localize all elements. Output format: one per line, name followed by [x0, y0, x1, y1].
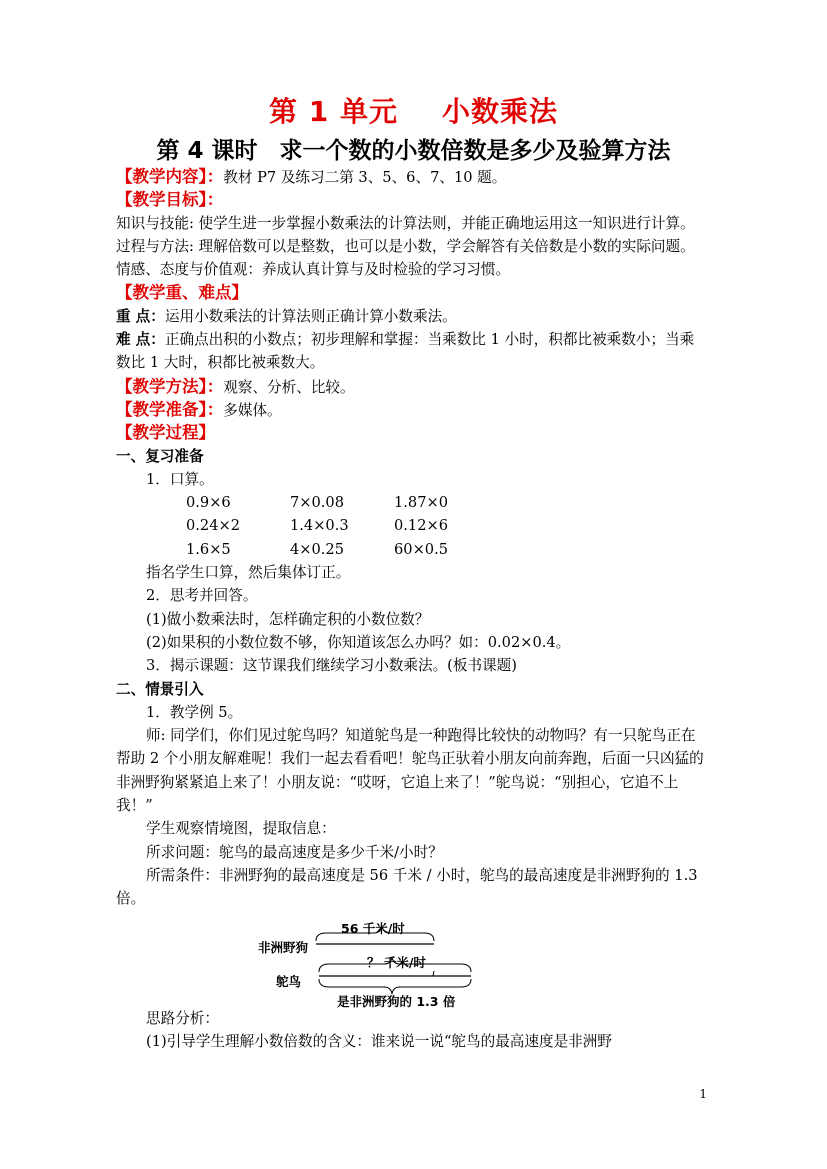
teaching-goals-heading: 【教学目标】： — [116, 190, 224, 210]
unit-title — [0, 90, 827, 130]
relation-label: 是非洲野狗的 1.3 倍 — [337, 993, 456, 1009]
part1-note: 指名学生口算，然后集体订正。 — [146, 564, 351, 582]
part1-item2: 2．思考并回答。 — [146, 587, 258, 605]
story-text: 师: 同学们，你们见过鸵鸟吗？知道鸵鸟是一种跑得比较快的动物吗？有一只鸵鸟正在帮助 2 个小朋友解难呢！我们一起去看看吧！鸵鸟正驮着小朋友向前奔跑，后面一只凶猛的非洲野狗紧紧追上来了！小朋友说：“哎呀，它追上来了！”鸵鸟说：“别担心，它追不上我！” — [116, 727, 704, 815]
goal-process: 过程与方法: 理解倍数可以是整数，也可以是小数，学会解答有关倍数是小数的实际问题。 — [116, 237, 695, 255]
lesson-name: 求一个数的小数倍数是多少及验算方法 — [279, 138, 671, 164]
teaching-content: 【教学内容】：教材 P7 及练习二第 3、5、6、7、10 题。 — [116, 167, 507, 186]
ostrich-label: 鸵鸟 — [276, 973, 302, 989]
line-segment-diagram — [116, 911, 706, 1007]
lesson-title — [0, 132, 827, 165]
goal-knowledge: 知识与技能: 使学生进一步掌握小数乘法的计算法则，并能正确地运用这一知识进行计算。 — [116, 214, 695, 232]
part1-q1: (1)做小数乘法时，怎样确定积的小数位数？ — [146, 610, 430, 628]
key-point: 重 点：运用小数乘法的计算法则正确计算小数乘法。 — [116, 307, 457, 325]
goal-attitude: 情感、态度与价值观：养成认真计算与及时检验的学习习惯。 — [116, 261, 511, 279]
teaching-process-heading: 【教学过程】 — [116, 423, 215, 443]
calc-row: 0.9×6 7×0.08 1.87×0 — [186, 494, 449, 512]
part1-q2: (2)如果积的小数位数不够，你知道该怎么办吗？如：0.02×0.4。 — [146, 633, 571, 651]
document-body — [116, 165, 706, 1053]
teaching-method: 【教学方法】：观察、分析、比较。 — [116, 376, 355, 396]
ostrich-mark — [433, 971, 434, 976]
dog-label: 非洲野狗 — [258, 939, 309, 955]
part2-heading: 二、情景引入 — [116, 680, 204, 698]
calc-row: 1.6×5 4×0.25 60×0.5 — [186, 540, 449, 558]
observe-text: 学生观察情境图，提取信息： — [146, 820, 336, 838]
condition-text: 所需条件：非洲野狗的最高速度是 56 千米 / 小时，鸵鸟的最高速度是非洲野狗的 1.3 倍。 — [116, 866, 698, 908]
key-points-heading: 【教学重、难点】 — [116, 283, 248, 303]
analysis-item1: (1)引导学生理解小数倍数的含义：谁来说一说“鸵鸟的最高速度是非洲野 — [146, 1032, 612, 1050]
question-text: 所求问题：鸵鸟的最高速度是多少千米/小时？ — [146, 843, 443, 861]
part2-item1: 1．教学例 5。 — [146, 703, 243, 721]
lesson-number: 第 4 课时 — [156, 138, 258, 164]
part1-item1: 1．口算。 — [146, 470, 214, 488]
analysis-heading: 思路分析： — [146, 1009, 219, 1027]
part1-heading: 一、复习准备 — [116, 447, 204, 465]
unit-number: 第 1 单元 — [269, 95, 398, 128]
difficult-point: 难 点：正确点出积的小数点；初步理解和掌握：当乘数比 1 小时，积都比被乘数小；当乘数比 1 大时，积都比被乘数大。 — [116, 331, 695, 372]
calc-row: 0.24×2 1.4×0.3 0.12×6 — [186, 517, 449, 535]
dog-speed-label: 56 千米/时 — [341, 920, 405, 936]
part1-item3: 3．揭示课题：这节课我们继续学习小数乘法。(板书课题) — [146, 657, 517, 675]
unit-topic: 小数乘法 — [441, 95, 558, 128]
page-number: 1 — [699, 1087, 707, 1101]
teaching-prep: 【教学准备】：多媒体。 — [116, 399, 282, 419]
ostrich-speed-label: ？ 千米/时 — [367, 954, 426, 970]
dog-brace — [316, 926, 434, 941]
